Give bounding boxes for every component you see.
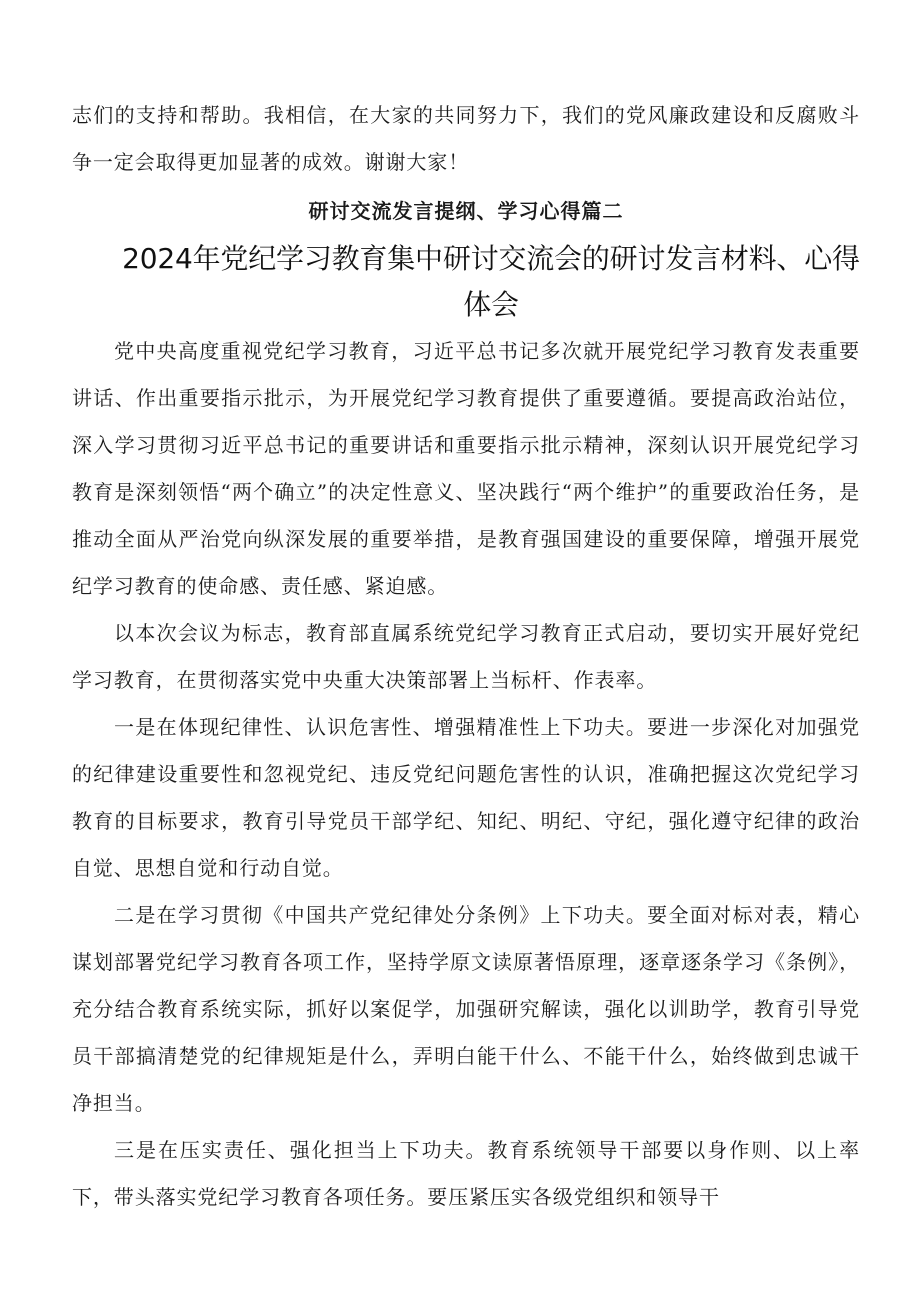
opening-paragraph: 志们的支持和帮助。我相信，在大家的共同努力下，我们的党风廉政建设和反腐败斗争一定会取得更加显著的成效。谢谢大家！ bbox=[72, 103, 860, 174]
body-paragraph-4: 二是在学习贯彻《中国共产党纪律处分条例》上下功夫。要全面对标对表，精心谋划部署党纪学习教育各项工作，坚持学原文读原著悟原理，逐章逐条学习《条例》，充分结合教育系统实际，抓好以案促学，加强研究解读，强化以训助学，教育引导党员干部搞清楚党的纪律规矩是什么，弄明白能干什么、不能干什么，始终做到忠诚干净担当。 bbox=[72, 903, 860, 1115]
section-subtitle: 研讨交流发言提纲、学习心得篇二 bbox=[308, 199, 624, 223]
body-paragraph-3: 一是在体现纪律性、认识危害性、增强精准性上下功夫。要进一步深化对加强党的纪律建设重要性和忽视党纪、违反党纪问题危害性的认识，准确把握这次党纪学习教育的目标要求，教育引导党员干部学纪、知纪、明纪、守纪，强化遵守纪律的政治自觉、思想自觉和行动自觉。 bbox=[72, 715, 860, 880]
body-paragraph-5: 三是在压实责任、强化担当上下功夫。教育系统领导干部要以身作则、以上率下，带头落实党纪学习教育各项任务。要压紧压实各级党组织和领导干 bbox=[72, 1138, 860, 1209]
document-body bbox=[72, 92, 860, 1221]
document-title: 2024年党纪学习教育集中研讨交流会的研讨发言材料、心得体会 bbox=[122, 242, 860, 321]
body-paragraph-2: 以本次会议为标志，教育部直属系统党纪学习教育正式启动，要切实开展好党纪学习教育，在贯彻落实党中央重大决策部署上当标杆、作表率。 bbox=[72, 621, 860, 692]
body-paragraph-1: 党中央高度重视党纪学习教育，习近平总书记多次就开展党纪学习教育发表重要讲话、作出重要指示批示，为开展党纪学习教育提供了重要遵循。要提高政治站位，深入学习贯彻习近平总书记的重要讲话和重要指示批示精神，深刻认识开展党纪学习教育是深刻领悟“两个确立”的决定性意义、坚决践行“两个维护”的重要政治任务，是推动全面从严治党向纵深发展的重要举措，是教育强国建设的重要保障，增强开展党纪学习教育的使命感、责任感、紧迫感。 bbox=[72, 339, 860, 598]
